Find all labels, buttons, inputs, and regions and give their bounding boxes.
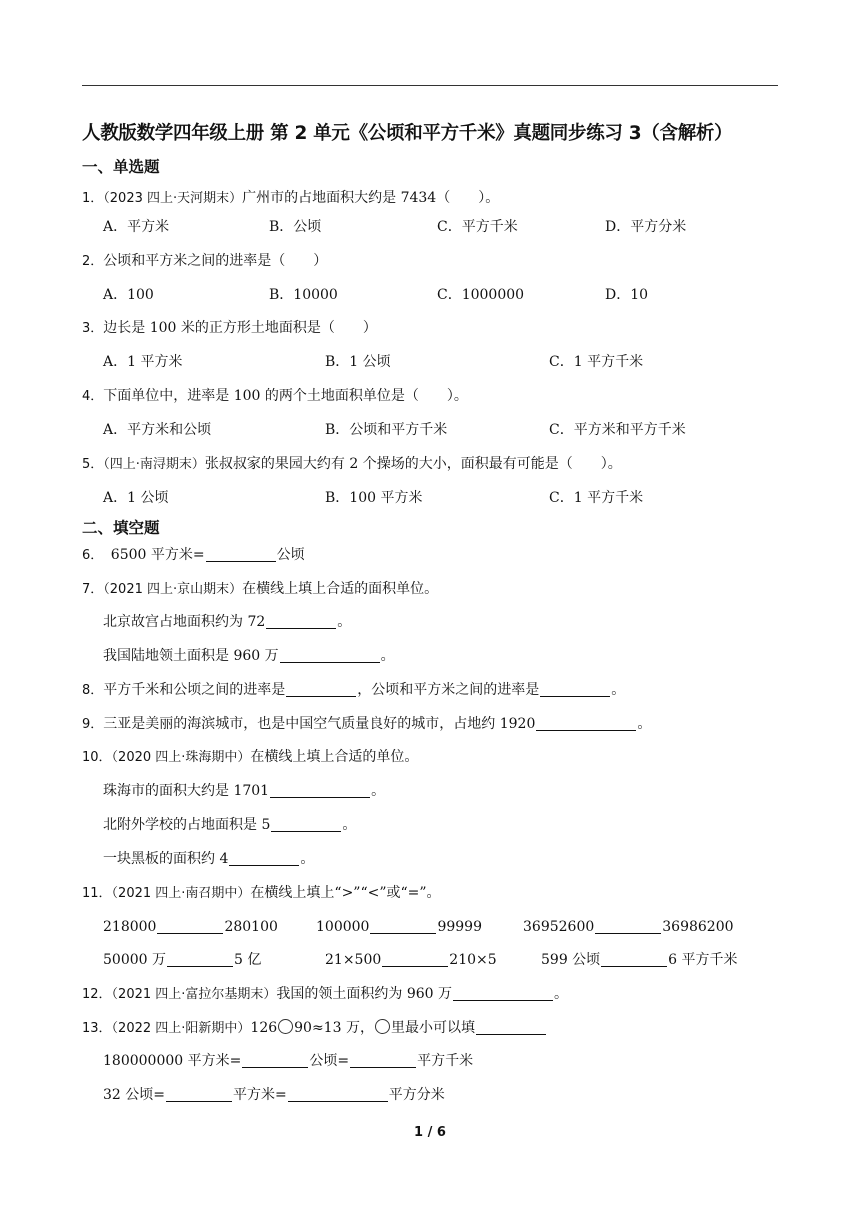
compare-right: 280100 — [224, 919, 278, 935]
question-10-line-3 — [103, 849, 314, 869]
compare-left: 21×500 — [325, 952, 382, 968]
circle-placeholder-icon — [278, 1019, 293, 1034]
question-1 — [82, 188, 499, 209]
answer-blank[interactable] — [382, 951, 448, 967]
option-c: C．平方千米 — [437, 219, 518, 235]
answer-blank[interactable] — [266, 613, 336, 629]
question-text: ，公顷和平方米之间的进率是 — [357, 682, 540, 698]
question-source: （2022 四上·阳新期中） — [111, 1021, 251, 1036]
compare-right: 6 平方千米 — [668, 952, 738, 968]
answer-blank[interactable] — [280, 647, 380, 663]
question-3 — [82, 318, 377, 339]
compare-right: 210×5 — [449, 952, 497, 968]
comparison-item — [523, 917, 734, 937]
header-rule — [82, 85, 778, 86]
line-text: 我国陆地领土面积是 960 万 — [103, 648, 279, 664]
punctuation: 。 — [342, 817, 357, 833]
line-text: 珠海市的面积大约是 1701 — [103, 783, 270, 799]
option-c: C．1 平方千米 — [549, 490, 644, 506]
answer-blank[interactable] — [536, 715, 636, 731]
question-10-line-2 — [103, 815, 356, 835]
option-a: A．100 — [103, 287, 154, 303]
question-13 — [82, 1018, 547, 1039]
answer-blank[interactable] — [271, 816, 341, 832]
compare-right: 5 亿 — [234, 952, 262, 968]
compare-left: 50000 万 — [103, 952, 166, 968]
option-a: A．1 平方米 — [103, 354, 183, 370]
answer-blank[interactable] — [350, 1052, 416, 1068]
question-number: 9． — [82, 717, 104, 732]
line-text: 一块黑板的面积约 4 — [103, 851, 229, 867]
question-2 — [82, 251, 327, 272]
question-text: 90≈13 万， — [294, 1020, 374, 1036]
question-13-line-1 — [103, 1051, 473, 1071]
question-12 — [82, 984, 568, 1005]
option-d: D．平方分米 — [605, 219, 687, 235]
question-number: 2． — [82, 254, 104, 269]
question-number: 11． — [82, 886, 112, 901]
question-text: 边长是 100 米的正方形土地面积是（ ） — [103, 320, 377, 336]
section-heading-single-choice: 一、单选题 — [82, 158, 160, 176]
compare-left: 100000 — [316, 919, 370, 935]
question-10 — [82, 747, 418, 768]
answer-blank[interactable] — [242, 1052, 308, 1068]
option-b: B．公顷 — [269, 219, 322, 235]
question-source: （2021 四上·富拉尔基期末） — [111, 987, 277, 1002]
option-b: B．公顷和平方千米 — [325, 422, 448, 438]
answer-blank[interactable] — [453, 985, 553, 1001]
unit-text: 公顷 — [276, 547, 305, 563]
question-text: 广州市的占地面积大约是 7434（ ）。 — [242, 190, 500, 206]
question-10-line-1 — [103, 781, 385, 801]
option-c: C．1 平方千米 — [549, 354, 644, 370]
question-11 — [82, 883, 441, 904]
option-c: C．平方米和平方千米 — [549, 422, 686, 438]
line-text: 平方千米 — [417, 1053, 474, 1069]
answer-blank[interactable] — [476, 1019, 546, 1035]
question-number: 8． — [82, 683, 104, 698]
circle-placeholder-icon — [375, 1019, 390, 1034]
answer-blank[interactable] — [288, 1086, 388, 1102]
option-c: C．1000000 — [437, 287, 525, 303]
option-d: D．10 — [605, 287, 649, 303]
line-text: 180000000 平方米= — [103, 1053, 242, 1069]
option-a: A．平方米和公顷 — [103, 422, 212, 438]
question-text: 平方千米和公顷之间的进率是 — [103, 682, 286, 698]
question-number: 12． — [82, 987, 112, 1002]
option-b: B．100 平方米 — [325, 490, 423, 506]
answer-blank[interactable] — [206, 546, 276, 562]
question-number: 13． — [82, 1021, 112, 1036]
question-7-line-2 — [103, 646, 395, 666]
question-6 — [82, 545, 305, 566]
answer-blank[interactable] — [286, 681, 356, 697]
option-b: B．10000 — [269, 287, 338, 303]
question-text: 我国的领土面积约为 960 万 — [276, 986, 453, 1002]
line-text: 北附外学校的占地面积是 5 — [103, 817, 271, 833]
answer-blank[interactable] — [595, 918, 661, 934]
question-text: 里最小可以填 — [390, 1020, 475, 1036]
question-text: 126 — [250, 1020, 278, 1036]
document-title: 人教版数学四年级上册 第 2 单元《公顷和平方千米》真题同步练习 3（含解析） — [82, 123, 733, 144]
question-number: 5． — [82, 457, 104, 472]
question-source: （2023 四上·天河期末） — [103, 191, 243, 206]
compare-right: 99999 — [437, 919, 482, 935]
question-text: 6500 平方米= — [96, 547, 205, 563]
comparison-item — [103, 917, 278, 937]
punctuation: 。 — [337, 614, 352, 630]
answer-blank[interactable] — [270, 782, 370, 798]
question-8 — [82, 680, 625, 701]
punctuation: 。 — [554, 986, 569, 1002]
option-a: A．平方米 — [103, 219, 170, 235]
question-5 — [82, 454, 622, 475]
question-number: 3． — [82, 321, 104, 336]
compare-left: 36952600 — [523, 919, 595, 935]
question-source: （2021 四上·南召期中） — [111, 886, 251, 901]
question-source: （2021 四上·京山期末） — [103, 582, 243, 597]
comparison-item — [103, 950, 261, 970]
line-text: 北京故宫占地面积约为 72 — [103, 614, 266, 630]
line-text: 平方分米 — [388, 1087, 445, 1103]
punctuation: 。 — [371, 783, 386, 799]
question-number: 1． — [82, 191, 104, 206]
question-text: 在横线上填上“>”“<”或“=”。 — [250, 885, 441, 901]
answer-blank[interactable] — [540, 681, 610, 697]
page-number: 1 / 6 — [414, 1125, 446, 1140]
question-7-line-1 — [103, 612, 351, 632]
question-source: （2020 四上·珠海期中） — [111, 750, 251, 765]
punctuation: 。 — [380, 648, 395, 664]
question-text: 在横线上填上合适的面积单位。 — [242, 581, 439, 597]
punctuation: 。 — [611, 682, 626, 698]
question-number: 6． — [82, 548, 97, 563]
question-7 — [82, 579, 438, 600]
question-text: 在横线上填上合适的单位。 — [250, 749, 419, 765]
question-4 — [82, 386, 468, 407]
line-text: 平方米= — [233, 1087, 287, 1103]
line-text: 公顷= — [309, 1053, 350, 1069]
answer-blank[interactable] — [370, 918, 436, 934]
question-text: 下面单位中，进率是 100 的两个土地面积单位是（ ）。 — [103, 388, 468, 404]
question-9 — [82, 714, 651, 735]
comparison-item — [541, 950, 738, 970]
question-source: （四上·南浔期末） — [103, 457, 205, 472]
question-number: 7． — [82, 582, 104, 597]
answer-blank[interactable] — [229, 850, 299, 866]
question-text: 张叔叔家的果园大约有 2 个操场的大小，面积最有可能是（ ）。 — [204, 456, 622, 472]
punctuation: 。 — [637, 716, 652, 732]
punctuation: 。 — [300, 851, 315, 867]
comparison-item — [316, 917, 482, 937]
compare-left: 218000 — [103, 919, 157, 935]
option-a: A．1 公顷 — [103, 490, 169, 506]
section-heading-fill-blank: 二、填空题 — [82, 519, 160, 537]
question-text: 公顷和平方米之间的进率是（ ） — [103, 253, 328, 269]
question-number: 10． — [82, 750, 112, 765]
option-b: B．1 公顷 — [325, 354, 391, 370]
compare-left: 599 公顷 — [541, 952, 601, 968]
line-text: 32 公顷= — [103, 1087, 165, 1103]
answer-blank[interactable] — [157, 918, 223, 934]
question-text: 三亚是美丽的海滨城市，也是中国空气质量良好的城市，占地约 1920 — [103, 716, 536, 732]
question-13-line-2 — [103, 1085, 445, 1105]
answer-blank[interactable] — [167, 951, 233, 967]
question-number: 4． — [82, 389, 104, 404]
compare-right: 36986200 — [662, 919, 734, 935]
answer-blank[interactable] — [166, 1086, 232, 1102]
comparison-item — [325, 950, 497, 970]
answer-blank[interactable] — [601, 951, 667, 967]
